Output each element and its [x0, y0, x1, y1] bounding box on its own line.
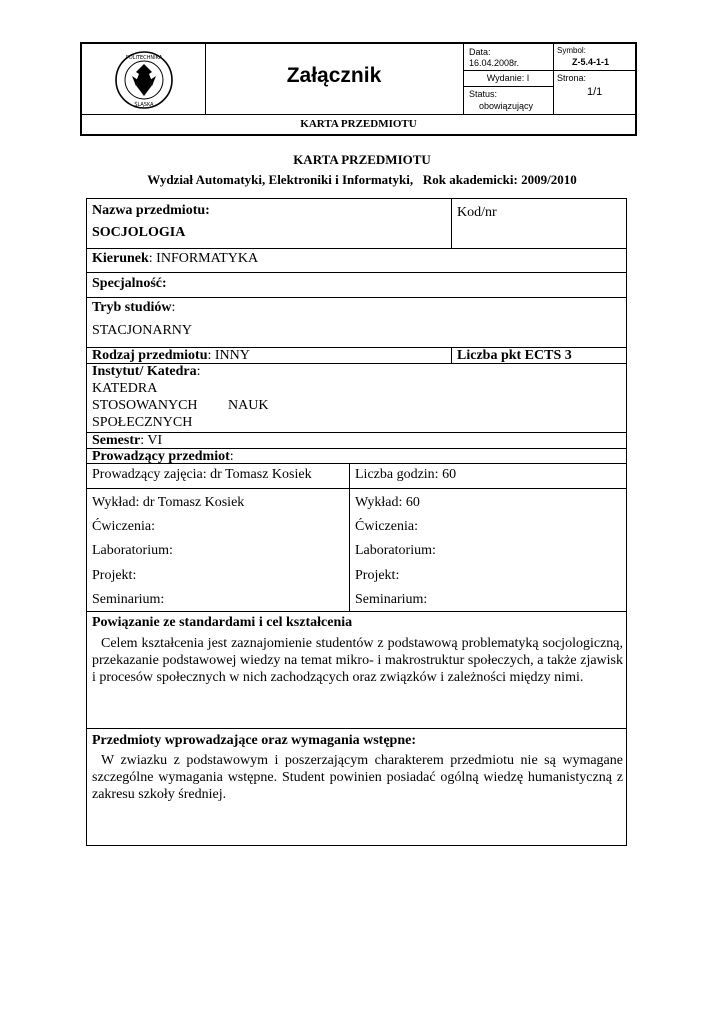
symbol-value: Z-5.4-1-1: [572, 57, 610, 67]
prerequisites-label: Przedmioty wprowadzające oraz wymagania wstępne:: [92, 733, 417, 748]
course-card-table: [86, 198, 627, 846]
course-type-value: : INNY: [207, 348, 250, 363]
left-row: Projekt:: [92, 568, 137, 583]
header-title: Załącznik: [286, 64, 382, 87]
study-mode-value: STACJONARNY: [92, 323, 193, 338]
semester-label: Semestr: [92, 433, 141, 448]
specialization-label: Specjalność:: [92, 276, 167, 291]
status-label: Status:: [469, 89, 498, 99]
right-row: Seminarium:: [355, 592, 428, 607]
standards-goals-label: Powiązanie ze standardami i cel kształcenia: [92, 615, 353, 630]
symbol-label: Symbol:: [557, 46, 586, 55]
edition-label: Wydanie: I: [486, 73, 530, 83]
course-name-label: Nazwa przedmiotu:: [92, 203, 210, 218]
right-row: Wykład: 60: [355, 495, 420, 510]
course-coordinator-colon: :: [229, 449, 234, 464]
study-mode-colon: :: [171, 300, 176, 315]
date-label: Data:: [469, 47, 491, 57]
field-of-study-label: Kierunek: [92, 251, 149, 266]
standards-goals-text: Celem kształcenia jest zaznajomienie studentów z podstawową problematyką socjologiczną, przekazanie podstawowej wiedzy na temat mikro- i makrostruktur społeczych, a także zjawisk i procesów społecznych w nich zachodzących oraz związków i zależności między nimi.: [92, 636, 623, 685]
course-coordinator: [92, 449, 234, 465]
header-card-title: KARTA PRZEDMIOTU: [300, 118, 417, 130]
course-type: [92, 348, 250, 364]
right-row: Laboratorium:: [355, 543, 436, 558]
svg-text:POLITECHNIKA: POLITECHNIKA: [125, 55, 163, 61]
department-line-1: KATEDRA: [92, 381, 158, 396]
institute-label: Instytut/ Katedra: [92, 364, 197, 379]
course-coordinator-label: Prowadzący przedmiot: [92, 449, 230, 464]
page-label: Strona:: [557, 73, 587, 83]
document-title: KARTA PRZEDMIOTU: [293, 152, 431, 167]
semester: [92, 433, 162, 449]
institute-colon: :: [196, 364, 201, 379]
right-row: Projekt:: [355, 568, 400, 583]
ects-points: Liczba pkt ECTS 3: [457, 348, 572, 363]
svg-text:ŚLĄSKA: ŚLĄSKA: [134, 102, 154, 108]
study-mode: [92, 300, 175, 316]
department-line-2b: NAUK: [228, 398, 269, 413]
course-code-label: Kod/nr: [457, 205, 497, 220]
left-row: Wykład: dr Tomasz Kosiek: [92, 495, 245, 510]
course-type-label: Rodzaj przedmiotu: [92, 348, 208, 363]
left-row: Ćwiczenia:: [92, 519, 155, 534]
total-hours: Liczba godzin: 60: [355, 467, 457, 482]
instructor: Prowadzący zajęcia: dr Tomasz Kosiek: [92, 467, 312, 482]
institute: [92, 364, 201, 380]
department-line-3: SPOŁECZNYCH: [92, 415, 193, 430]
left-row: Laboratorium:: [92, 543, 173, 558]
date-value: 16.04.2008r.: [469, 58, 520, 68]
course-name-value: SOCJOLOGIA: [92, 225, 186, 240]
document-header: [80, 42, 637, 136]
prerequisites-text: W zwiazku z podstawowym i poszerzającym charakterem przedmiotu nie są wymagane szczególne wymagania wstępne. Student powinien posiadać ogólną wiedzę humanistyczną z zakresu szkoły średniej.: [92, 753, 623, 802]
department-line-2a: STOSOWANYCH: [92, 398, 198, 413]
semester-value: : VI: [140, 433, 163, 448]
field-of-study: [92, 251, 258, 267]
page-value: 1/1: [587, 86, 603, 98]
left-row: Seminarium:: [92, 592, 165, 607]
right-row: Ćwiczenia:: [355, 519, 418, 534]
document-subtitle: Wydział Automatyki, Elektroniki i Informatyki, Rok akademicki: 2009/2010: [147, 172, 577, 187]
status-value: obowiązujący: [479, 101, 534, 111]
university-seal-logo: [114, 50, 174, 110]
study-mode-label: Tryb studiów: [92, 300, 172, 315]
field-of-study-value: : INFORMATYKA: [148, 251, 259, 266]
